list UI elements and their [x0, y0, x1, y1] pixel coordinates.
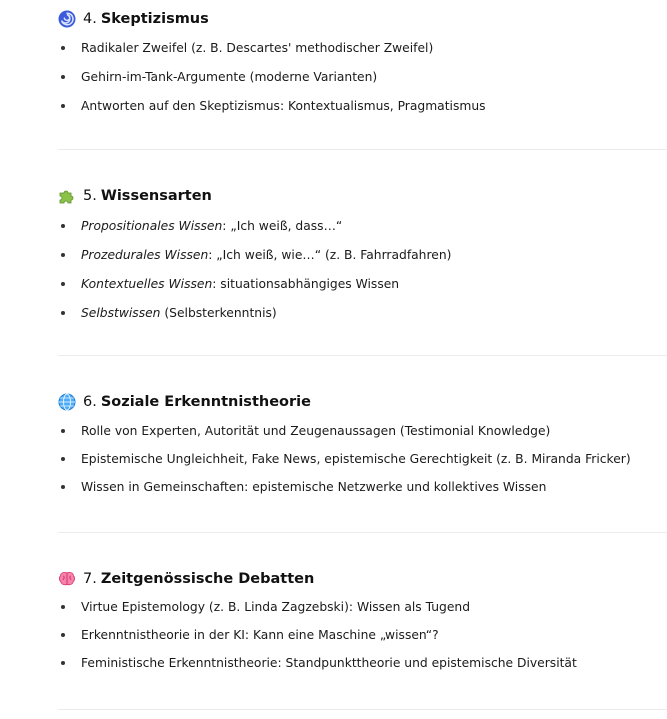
definition: : situationsabhängiges Wissen — [212, 277, 400, 291]
section-skeptizismus — [58, 7, 667, 127]
section-heading — [58, 567, 667, 591]
list-item: Virtue Epistemology (z. B. Linda Zagzebski): Wissen als Tugend — [58, 599, 667, 627]
section-zeitgenoessische-debatten — [58, 567, 667, 683]
list-item: Radikaler Zweifel (z. B. Descartes' methodischer Zweifel) — [58, 40, 667, 69]
section-heading — [58, 184, 667, 208]
bullet-list — [58, 423, 667, 507]
list-item: Feministische Erkenntnistheorie: Standpunkttheorie und epistemische Diversität — [58, 655, 667, 683]
list-item — [58, 276, 667, 305]
puzzle-piece-icon — [58, 187, 76, 205]
section-number: 7. — [83, 571, 97, 587]
term: Prozedurales Wissen — [81, 248, 209, 262]
list-item: Wissen in Gemeinschaften: epistemische Netzwerke und kollektives Wissen — [58, 479, 667, 507]
section-wissensarten — [58, 184, 667, 334]
section-title: Wissensarten — [100, 188, 212, 204]
definition: : „Ich weiß, wie…“ (z. B. Fahrradfahren) — [208, 248, 452, 262]
list-item: Epistemische Ungleichheit, Fake News, epistemische Gerechtigkeit (z. B. Miranda Fricker) — [58, 451, 667, 479]
list-item: Gehirn-im-Tank-Argumente (moderne Varianten) — [58, 69, 667, 98]
term: Selbstwissen — [81, 306, 161, 320]
brain-icon — [58, 570, 76, 588]
section-number: 6. — [83, 394, 97, 410]
bullet-list — [58, 40, 667, 127]
divider — [58, 149, 667, 150]
divider — [58, 709, 667, 710]
bullet-list — [58, 599, 667, 683]
bullet-list — [58, 218, 667, 334]
section-title: Soziale Erkenntnistheorie — [100, 394, 311, 410]
section-number: 4. — [83, 11, 97, 27]
section-title: Zeitgenössische Debatten — [100, 571, 315, 587]
term: Propositionales Wissen — [81, 219, 223, 233]
list-item — [58, 218, 667, 247]
list-item: Antworten auf den Skeptizismus: Kontextualismus, Pragmatismus — [58, 98, 667, 127]
section-heading — [58, 7, 667, 31]
list-item: Rolle von Experten, Autorität und Zeugenaussagen (Testimonial Knowledge) — [58, 423, 667, 451]
list-item — [58, 247, 667, 276]
divider — [58, 532, 667, 533]
definition: (Selbsterkenntnis) — [160, 306, 277, 320]
list-item: Erkenntnistheorie in der KI: Kann eine Maschine „wissen“? — [58, 627, 667, 655]
section-soziale-erkenntnistheorie — [58, 390, 667, 507]
list-item — [58, 305, 667, 334]
definition: : „Ich weiß, dass…“ — [222, 219, 343, 233]
divider — [58, 355, 667, 356]
cyclone-icon — [58, 10, 76, 28]
term: Kontextuelles Wissen — [81, 277, 213, 291]
section-heading — [58, 390, 667, 414]
globe-icon — [58, 393, 76, 411]
section-number: 5. — [83, 188, 97, 204]
section-title: Skeptizismus — [100, 11, 209, 27]
